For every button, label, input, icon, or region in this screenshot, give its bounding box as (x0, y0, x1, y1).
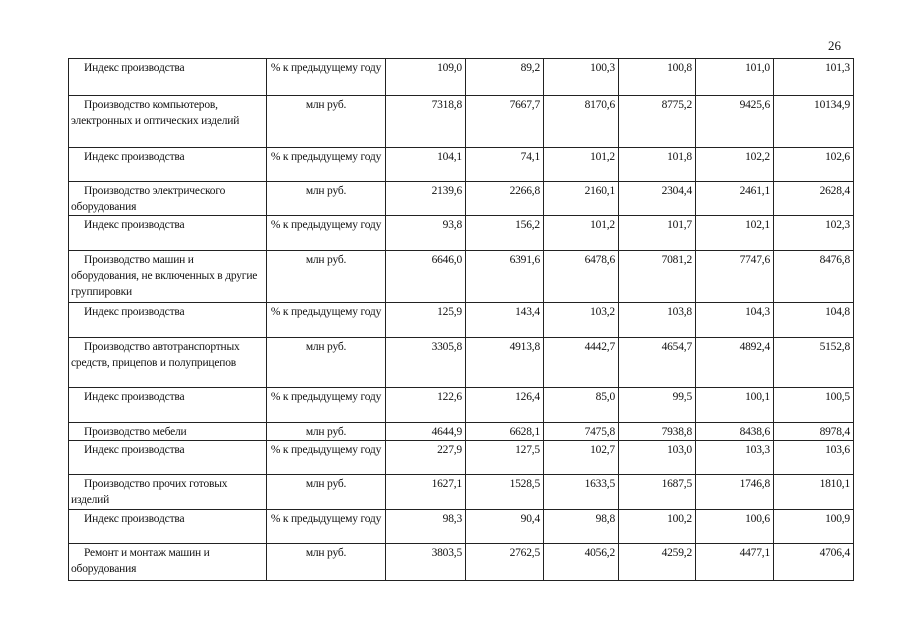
value-cell: 6391,6 (466, 251, 544, 303)
table-row (69, 303, 854, 338)
unit-cell: % к предыдущему году (267, 388, 386, 423)
value-cell: 122,6 (386, 388, 466, 423)
value-cell: 4654,7 (619, 338, 696, 388)
value-cell: 99,5 (619, 388, 696, 423)
value-cell: 100,5 (774, 388, 854, 423)
unit-cell: % к предыдущему году (267, 510, 386, 544)
value-cell: 143,4 (466, 303, 544, 338)
unit-cell: % к предыдущему году (267, 148, 386, 182)
value-cell: 1687,5 (619, 475, 696, 510)
indicator-name: Индекс производства (69, 148, 267, 182)
value-cell: 2304,4 (619, 182, 696, 216)
table-row (69, 338, 854, 388)
value-cell: 4442,7 (544, 338, 619, 388)
unit-cell: % к предыдущему году (267, 216, 386, 251)
value-cell: 100,6 (696, 510, 774, 544)
table-row (69, 475, 854, 510)
value-cell: 6478,6 (544, 251, 619, 303)
value-cell: 101,2 (544, 148, 619, 182)
value-cell: 2160,1 (544, 182, 619, 216)
value-cell: 7475,8 (544, 423, 619, 441)
value-cell: 104,1 (386, 148, 466, 182)
value-cell: 3305,8 (386, 338, 466, 388)
indicator-name: Производство электрического оборудования (69, 182, 267, 216)
value-cell: 126,4 (466, 388, 544, 423)
value-cell: 100,9 (774, 510, 854, 544)
value-cell: 101,3 (774, 59, 854, 96)
indicator-name: Индекс производства (69, 216, 267, 251)
unit-cell: млн руб. (267, 475, 386, 510)
value-cell: 10134,9 (774, 96, 854, 148)
value-cell: 103,6 (774, 441, 854, 475)
value-cell: 4706,4 (774, 544, 854, 581)
value-cell: 1633,5 (544, 475, 619, 510)
unit-cell: млн руб. (267, 182, 386, 216)
value-cell: 6646,0 (386, 251, 466, 303)
value-cell: 9425,6 (696, 96, 774, 148)
value-cell: 93,8 (386, 216, 466, 251)
value-cell: 5152,8 (774, 338, 854, 388)
indicator-name: Производство прочих готовых изделий (69, 475, 267, 510)
value-cell: 4477,1 (696, 544, 774, 581)
value-cell: 103,8 (619, 303, 696, 338)
value-cell: 4259,2 (619, 544, 696, 581)
value-cell: 2461,1 (696, 182, 774, 216)
value-cell: 102,7 (544, 441, 619, 475)
value-cell: 1627,1 (386, 475, 466, 510)
value-cell: 7081,2 (619, 251, 696, 303)
table-row (69, 441, 854, 475)
value-cell: 102,3 (774, 216, 854, 251)
indicator-name: Индекс производства (69, 510, 267, 544)
indicator-name: Индекс производства (69, 59, 267, 96)
value-cell: 4056,2 (544, 544, 619, 581)
unit-cell: млн руб. (267, 251, 386, 303)
table-row (69, 544, 854, 581)
table-row (69, 148, 854, 182)
value-cell: 2139,6 (386, 182, 466, 216)
unit-cell: млн руб. (267, 423, 386, 441)
value-cell: 101,2 (544, 216, 619, 251)
value-cell: 4913,8 (466, 338, 544, 388)
value-cell: 89,2 (466, 59, 544, 96)
value-cell: 8775,2 (619, 96, 696, 148)
value-cell: 227,9 (386, 441, 466, 475)
value-cell: 98,3 (386, 510, 466, 544)
value-cell: 104,3 (696, 303, 774, 338)
value-cell: 102,1 (696, 216, 774, 251)
value-cell: 98,8 (544, 510, 619, 544)
value-cell: 101,0 (696, 59, 774, 96)
value-cell: 102,6 (774, 148, 854, 182)
unit-cell: % к предыдущему году (267, 59, 386, 96)
indicator-name: Индекс производства (69, 303, 267, 338)
production-table (68, 58, 854, 581)
value-cell: 103,2 (544, 303, 619, 338)
value-cell: 4644,9 (386, 423, 466, 441)
table-row (69, 251, 854, 303)
value-cell: 7938,8 (619, 423, 696, 441)
page-number: 26 (828, 38, 841, 53)
value-cell: 100,2 (619, 510, 696, 544)
value-cell: 90,4 (466, 510, 544, 544)
unit-cell: млн руб. (267, 96, 386, 148)
unit-cell: млн руб. (267, 544, 386, 581)
value-cell: 2762,5 (466, 544, 544, 581)
value-cell: 127,5 (466, 441, 544, 475)
value-cell: 8438,6 (696, 423, 774, 441)
value-cell: 2266,8 (466, 182, 544, 216)
value-cell: 100,1 (696, 388, 774, 423)
value-cell: 1528,5 (466, 475, 544, 510)
table-row (69, 59, 854, 96)
value-cell: 101,8 (619, 148, 696, 182)
table-row (69, 182, 854, 216)
value-cell: 100,8 (619, 59, 696, 96)
value-cell: 104,8 (774, 303, 854, 338)
value-cell: 4892,4 (696, 338, 774, 388)
value-cell: 6628,1 (466, 423, 544, 441)
value-cell: 1810,1 (774, 475, 854, 510)
value-cell: 2628,4 (774, 182, 854, 216)
table-row (69, 388, 854, 423)
value-cell: 8978,4 (774, 423, 854, 441)
indicator-name: Производство компьютеров, электронных и оптических изделий (69, 96, 267, 148)
value-cell: 1746,8 (696, 475, 774, 510)
value-cell: 102,2 (696, 148, 774, 182)
value-cell: 103,0 (619, 441, 696, 475)
indicator-name: Ремонт и монтаж машин и оборудования (69, 544, 267, 581)
value-cell: 8170,6 (544, 96, 619, 148)
value-cell: 156,2 (466, 216, 544, 251)
table-row (69, 216, 854, 251)
unit-cell: % к предыдущему году (267, 441, 386, 475)
table-row (69, 510, 854, 544)
indicator-name: Производство мебели (69, 423, 267, 441)
value-cell: 103,3 (696, 441, 774, 475)
value-cell: 85,0 (544, 388, 619, 423)
unit-cell: млн руб. (267, 338, 386, 388)
unit-cell: % к предыдущему году (267, 303, 386, 338)
value-cell: 8476,8 (774, 251, 854, 303)
value-cell: 125,9 (386, 303, 466, 338)
value-cell: 7667,7 (466, 96, 544, 148)
value-cell: 100,3 (544, 59, 619, 96)
value-cell: 7747,6 (696, 251, 774, 303)
value-cell: 109,0 (386, 59, 466, 96)
value-cell: 7318,8 (386, 96, 466, 148)
indicator-name: Индекс производства (69, 441, 267, 475)
table-row (69, 423, 854, 441)
indicator-name: Производство автотранспортных средств, прицепов и полуприцепов (69, 338, 267, 388)
value-cell: 101,7 (619, 216, 696, 251)
value-cell: 74,1 (466, 148, 544, 182)
indicator-name: Производство машин и оборудования, не включенных в другие группировки (69, 251, 267, 303)
table-row (69, 96, 854, 148)
indicator-name: Индекс производства (69, 388, 267, 423)
value-cell: 3803,5 (386, 544, 466, 581)
